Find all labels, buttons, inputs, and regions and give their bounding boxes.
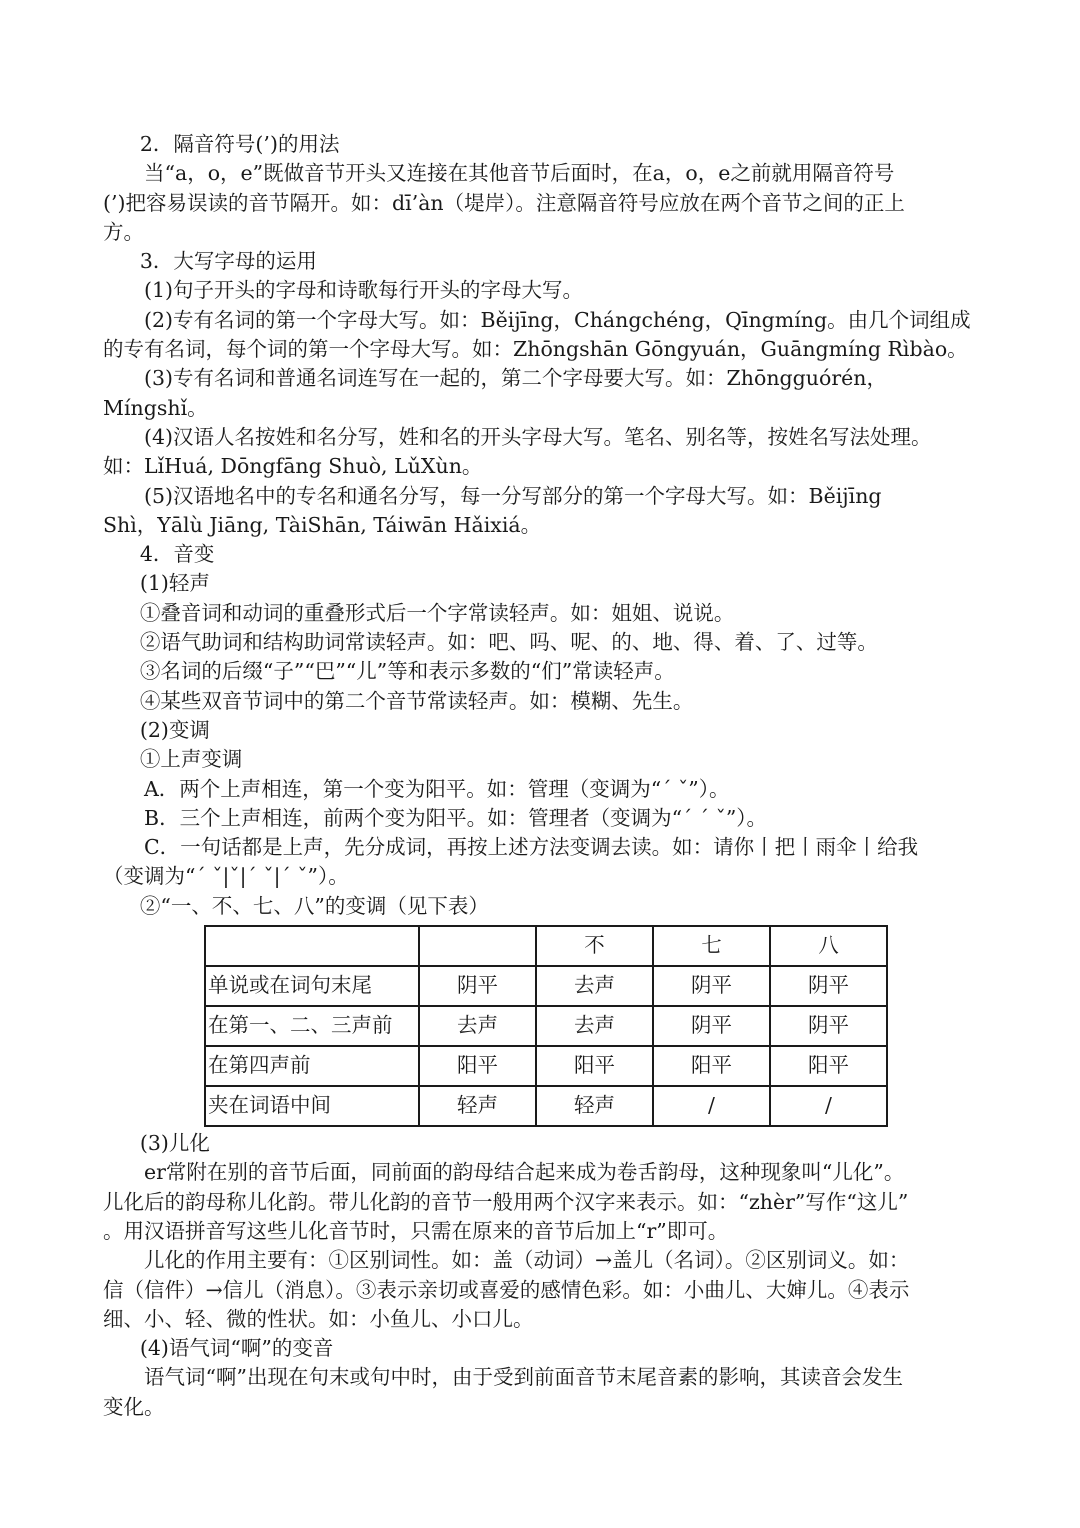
list-item	[103, 775, 983, 804]
table-cell: 阴平	[419, 966, 536, 1006]
text-line: 儿化的作用主要有：①区别词性。如：盖（动词）→盖儿（名词）。②区别词义。如：	[144, 1248, 910, 1273]
subsection-heading: (3)儿化	[139, 1131, 210, 1156]
text-line: Míngshǐ。	[103, 395, 208, 420]
table-row	[205, 1046, 887, 1086]
list-item: ①叠音词和动词的重叠形式后一个字常读轻声。如：姐姐、说说。	[139, 600, 735, 625]
text-line: 变化。	[103, 1394, 165, 1419]
document-body	[103, 130, 983, 1422]
text-line: Shì，Yālù Jiāng, TàiShān, Táiwān Hǎixiá。	[103, 512, 542, 537]
list-item	[103, 804, 983, 833]
subsection-heading: ②“一、不、七、八”的变调（见下表）	[139, 893, 489, 918]
table-cell: 八	[770, 926, 887, 966]
table-cell: /	[770, 1086, 887, 1126]
paragraph	[103, 159, 983, 247]
table-cell: 夹在词语中间	[205, 1086, 419, 1126]
table-cell: 去声	[419, 1006, 536, 1046]
text-line: 方。	[103, 219, 144, 244]
table-cell: 阴平	[770, 966, 887, 1006]
table-cell: 去声	[536, 966, 653, 1006]
text-line: 当“a，o，e”既做音节开头又连接在其他音节后面时，在a，o，e之前就用隔音符号	[144, 161, 895, 186]
table-cell: 阳平	[536, 1046, 653, 1086]
list-item: ③名词的后缀“子”“巴”“儿”等和表示多数的“们”常读轻声。	[139, 659, 675, 684]
table-header-row	[205, 926, 887, 966]
list-item	[103, 482, 983, 541]
subsection-heading: ①上声变调	[139, 747, 243, 772]
list-item: ④某些双音节词中的第二个音节常读轻声。如：模糊、先生。	[139, 688, 694, 713]
text-line: 信（信件）→信儿（消息）。③表示亲切或喜爱的感情色彩。如：小曲儿、大婶儿。④表示	[103, 1277, 910, 1302]
section-heading: 4．音变	[139, 542, 215, 567]
text-line: (2)专有名词的第一个字母大写。如：Běijīng，Chángchéng，Qīngmíng。由几个词组成	[144, 307, 971, 332]
text-line: C．一句话都是上声，先分成词，再按上述方法变调去读。如：请你丨把丨雨伞丨给我	[144, 835, 919, 860]
subsection-heading: (4)语气词“啊”的变音	[139, 1336, 334, 1361]
text-line: (5)汉语地名中的专名和通名分写，每一分写部分的第一个字母大写。如：Běijīng	[144, 483, 882, 508]
text-line: (3)专有名词和普通名词连写在一起的，第二个字母要大写。如：Zhōngguórén，	[144, 366, 887, 391]
text-line: 语气词“啊”出现在句末或句中时，由于受到前面音节末尾音素的影响，其读音会发生	[144, 1365, 903, 1390]
text-line: A．两个上声相连，第一个变为阳平。如：管理（变调为“ˊ ˇ”）。	[144, 776, 730, 801]
list-item	[103, 423, 983, 482]
table-cell: 轻声	[536, 1086, 653, 1126]
table-row	[205, 966, 887, 1006]
tone-change-table	[204, 925, 888, 1127]
list-item	[103, 364, 983, 423]
text-line: 儿化后的韵母称儿化韵。带儿化韵的音节一般用两个汉字来表示。如：“zhèr”写作“这儿”	[103, 1189, 909, 1214]
list-item	[103, 276, 983, 305]
section-heading: 2．隔音符号(’)的用法	[139, 132, 340, 156]
text-line: (’)把容易误读的音节隔开。如：dī’àn（堤岸）。注意隔音符号应放在两个音节之间的正上	[103, 190, 905, 215]
text-line: 的专有名词，每个词的第一个字母大写。如：Zhōngshān Gōngyuán，Guāngmíng Rìbào。	[103, 337, 968, 362]
list-item	[103, 833, 983, 892]
table-cell: 单说或在词句末尾	[205, 966, 419, 1006]
text-line: （变调为“ˊ ˇ|ˇ|ˊ ˇ|ˊ ˇ”）。	[103, 864, 349, 889]
table-cell: 阳平	[770, 1046, 887, 1086]
table-cell	[419, 926, 536, 966]
table-cell: 不	[536, 926, 653, 966]
list-item	[103, 306, 983, 365]
text-line: B．三个上声相连，前两个变为阳平。如：管理者（变调为“ˊ ˊ ˇ”）。	[144, 805, 768, 830]
table-cell: 阳平	[419, 1046, 536, 1086]
paragraph	[103, 1246, 983, 1334]
text-line: 。用汉语拼音写这些儿化音节时，只需在原来的音节后加上“r”即可。	[103, 1218, 729, 1243]
paragraph	[103, 1158, 983, 1246]
table-cell: 去声	[536, 1006, 653, 1046]
text-line: 如：LǐHuá, Dōngfāng Shuò, LǔXùn。	[103, 454, 483, 479]
table-cell: 阳平	[653, 1046, 770, 1086]
section-heading: 3．大写字母的运用	[139, 249, 317, 274]
table-cell	[205, 926, 419, 966]
table-cell: 阴平	[653, 966, 770, 1006]
text-line: 细、小、轻、微的性状。如：小鱼儿、小口儿。	[103, 1306, 534, 1331]
table-cell: 轻声	[419, 1086, 536, 1126]
table-cell: 在第一、二、三声前	[205, 1006, 419, 1046]
table-cell: 阴平	[653, 1006, 770, 1046]
table-row	[205, 1006, 887, 1046]
table-cell: 在第四声前	[205, 1046, 419, 1086]
table-cell: /	[653, 1086, 770, 1126]
paragraph	[103, 1363, 983, 1422]
list-item: ②语气助词和结构助词常读轻声。如：吧、吗、呢、的、地、得、着、了、过等。	[139, 630, 878, 655]
text-line: (4)汉语人名按姓和名分写，姓和名的开头字母大写。笔名、别名等，按姓名写法处理。	[144, 424, 932, 449]
text-line: (1)句子开头的字母和诗歌每行开头的字母大写。	[144, 278, 584, 303]
text-line: er常附在别的音节后面，同前面的韵母结合起来成为卷舌韵母，这种现象叫“儿化”。	[144, 1160, 905, 1185]
subsection-heading: (2)变调	[139, 717, 210, 742]
subsection-heading: (1)轻声	[139, 571, 210, 596]
table-cell: 七	[653, 926, 770, 966]
table-row	[205, 1086, 887, 1126]
table-cell: 阴平	[770, 1006, 887, 1046]
